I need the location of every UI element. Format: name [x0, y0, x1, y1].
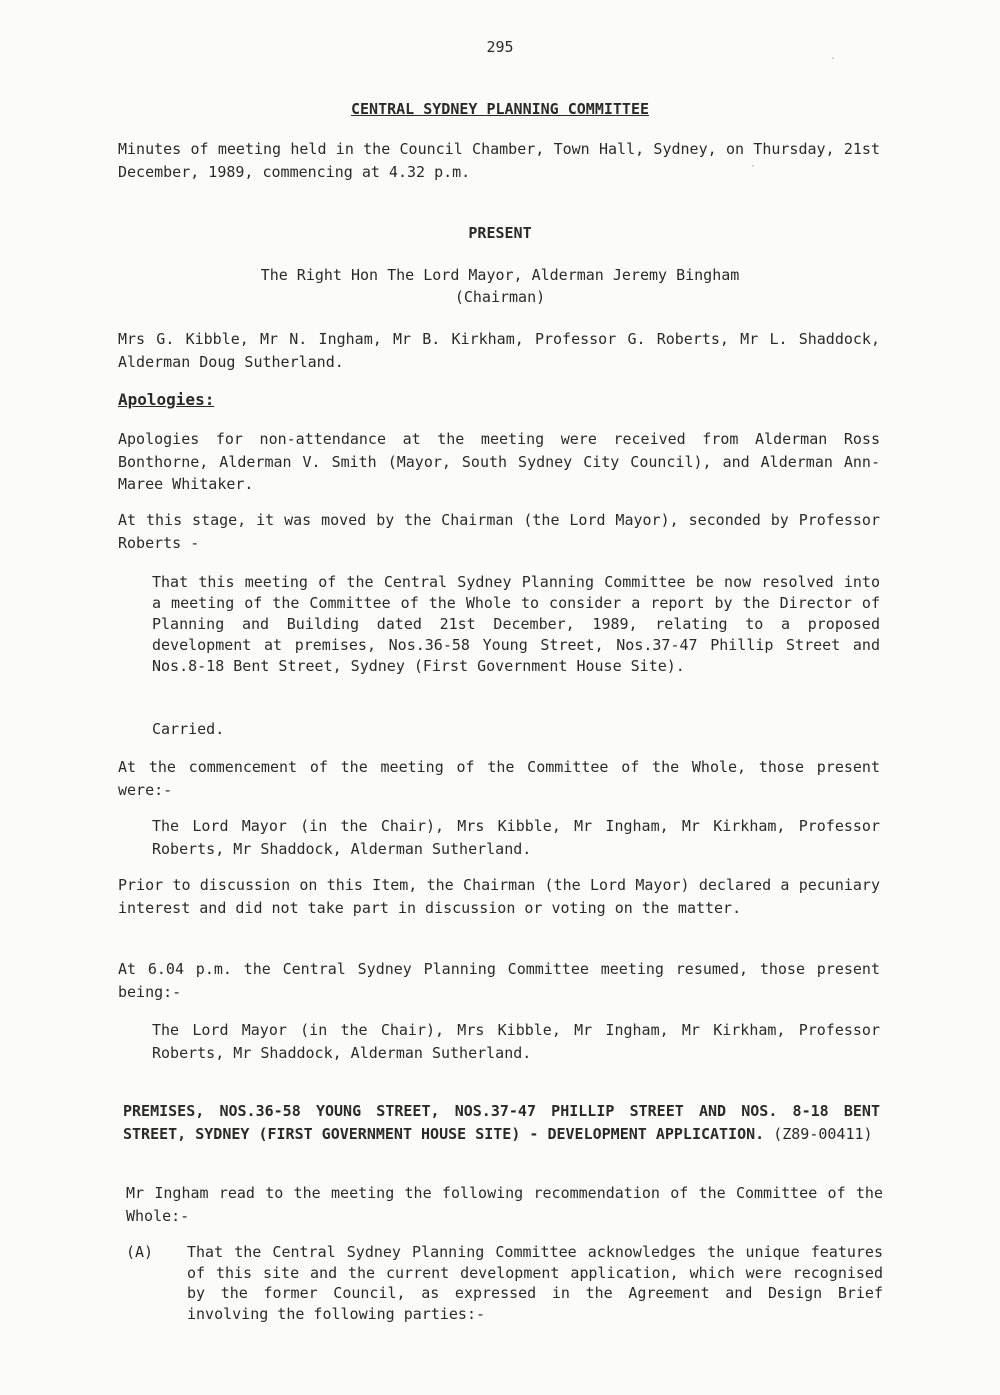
meeting-intro: Minutes of meeting held in the Council Chamber, Town Hall, Sydney, on Thursday, 21st December, 1989, commencing at 4.32 p.m.	[118, 140, 880, 181]
document-title: CENTRAL SYDNEY PLANNING COMMITTEE	[350, 100, 649, 118]
meeting-resumed-text: At 6.04 p.m. the Central Sydney Planning Committee meeting resumed, those present being:-	[118, 960, 880, 1001]
item-heading-title: PREMISES, NOS.36-58 YOUNG STREET, NOS.37-47 PHILLIP STREET AND NOS. 8-18 BENT STREET, SYDNEY (FIRST GOVERNMENT HOUSE SITE) - DEVELOPMENT APPLICATION.	[123, 1102, 880, 1143]
motion-text: That this meeting of the Central Sydney Planning Committee be now resolved into a meeting of the Committee of the Whole to consider a report by the Director of Planning and Building dated 21st December, 1989, relating to a proposed development at premises, Nos.36-58 Young Street, Nos.37-47 Phillip Street and Nos.8-18 Bent Street, Sydney (First Government House Site).	[152, 573, 880, 675]
present-list-resumed: The Lord Mayor (in the Chair), Mrs Kibble, Mr Ingham, Mr Kirkham, Professor Roberts, Mr Shaddock, Alderman Sutherland.	[152, 1021, 880, 1062]
item-a-text: That the Central Sydney Planning Committee acknowledges the unique features of this site and the current development application, which were recognised by the former Council, as expressed in the Agreement and Design Brief involving the following parties:-	[187, 1243, 883, 1323]
chair-line: The Right Hon The Lord Mayor, Alderman Jeremy Bingham	[260, 266, 740, 284]
interest-declaration: Prior to discussion on this Item, the Chairman (the Lord Mayor) declared a pecuniary interest and did not take part in discussion or voting on the matter.	[118, 876, 880, 917]
commencement-text: At the commencement of the meeting of the Committee of the Whole, those present were:-	[118, 758, 880, 799]
carried-note: Carried.	[152, 720, 225, 738]
present-list-committee-whole: The Lord Mayor (in the Chair), Mrs Kibble, Mr Ingham, Mr Kirkham, Professor Roberts, Mr Shaddock, Alderman Sutherland.	[152, 817, 880, 858]
members-list: Mrs G. Kibble, Mr N. Ingham, Mr B. Kirkham, Professor G. Roberts, Mr L. Shaddock, Alderman Doug Sutherland.	[118, 330, 880, 371]
motion-intro: At this stage, it was moved by the Chairman (the Lord Mayor), seconded by Professor Roberts -	[118, 511, 880, 552]
item-heading	[123, 1100, 880, 1145]
apologies-heading: Apologies:	[118, 390, 215, 409]
item-a-label: (A)	[126, 1243, 154, 1261]
chair-role: (Chairman)	[454, 288, 546, 306]
apologies-text: Apologies for non-attendance at the meeting were received from Alderman Ross Bonthorne, Alderman V. Smith (Mayor, South Sydney City Council), and Alderman Ann-Maree Whitaker.	[118, 430, 880, 493]
paper-speck	[752, 165, 754, 167]
present-heading: PRESENT	[468, 224, 532, 242]
page-number: 295	[486, 38, 514, 56]
item-heading-reference: (Z89-00411)	[773, 1124, 873, 1143]
recommendation-intro: Mr Ingham read to the meeting the following recommendation of the Committee of the Whole:-	[126, 1184, 883, 1225]
paper-speck	[832, 57, 834, 59]
